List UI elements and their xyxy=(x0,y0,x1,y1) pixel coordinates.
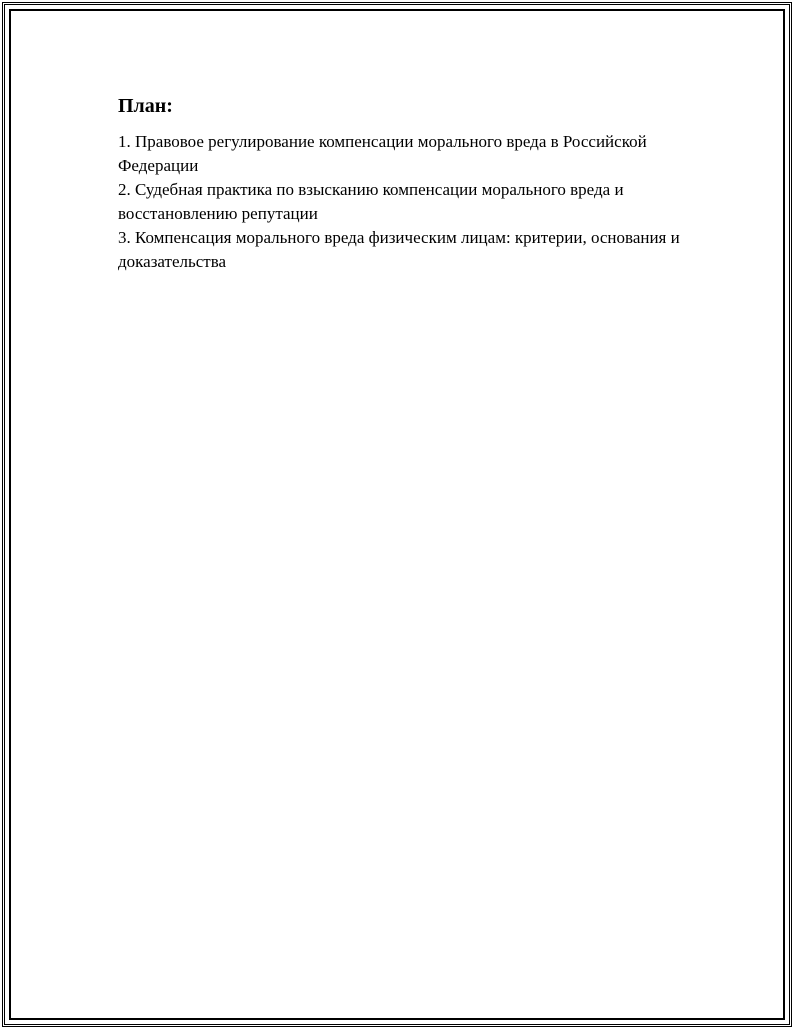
document-body xyxy=(118,92,698,274)
plan-title: План: xyxy=(118,95,173,117)
plan-item-2: 2. Судебная практика по взысканию компенсации морального вреда и восстановлению репутации xyxy=(118,180,624,223)
plan-item-1: 1. Правовое регулирование компенсации морального вреда в Российской Федерации xyxy=(118,132,647,175)
plan-item-3: 3. Компенсация морального вреда физическим лицам: критерии, основания и доказательства xyxy=(118,228,680,271)
plan-list xyxy=(118,130,698,274)
